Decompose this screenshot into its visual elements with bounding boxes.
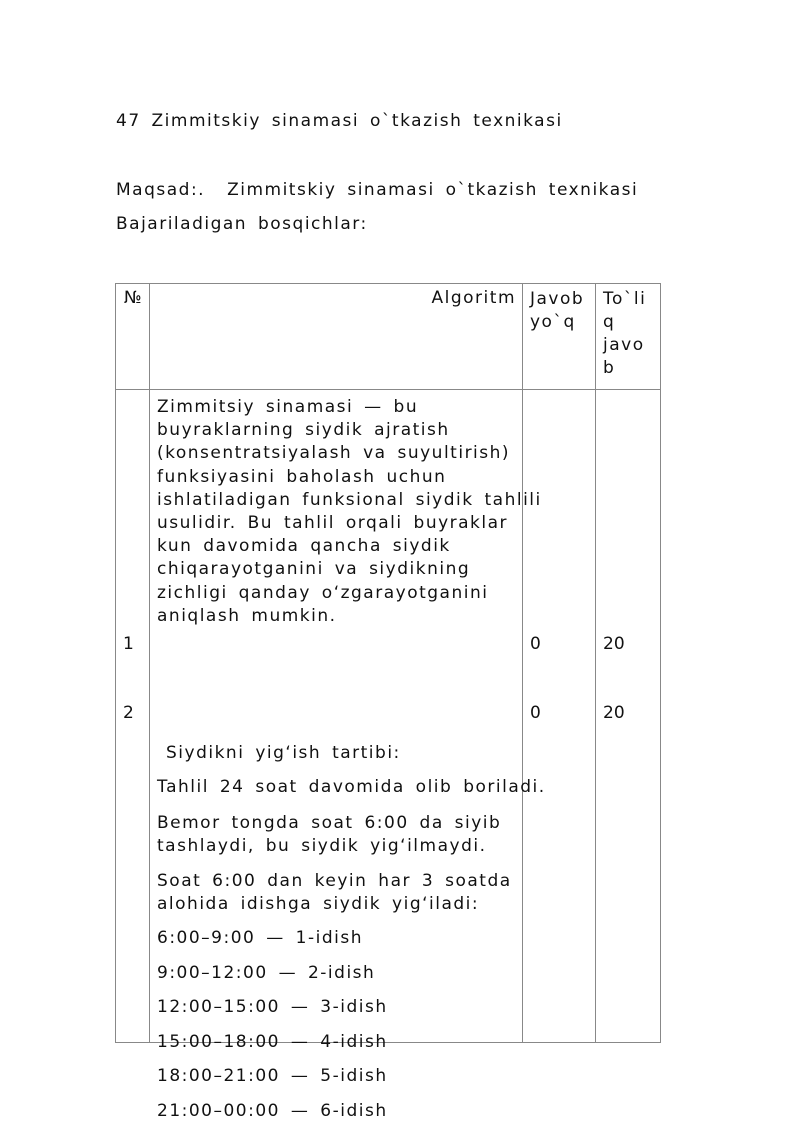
algorithm-cell bbox=[150, 390, 546, 1121]
header-full-answer-line: To`li bbox=[603, 289, 647, 309]
intro-line: zichligi qanday o‘zgarayotganini bbox=[157, 582, 489, 603]
full-answer-1: 20 bbox=[603, 634, 625, 654]
header-no: № bbox=[124, 288, 142, 308]
morning-line: tashlaydi, bu siydik yig‘ilmaydi. bbox=[157, 836, 487, 856]
goal-text: Zimmitskiy sinamasi o`tkazish texnikasi bbox=[227, 180, 639, 200]
header-full-answer-line: javo bbox=[603, 335, 645, 355]
full-answer-cell bbox=[596, 390, 661, 1043]
schedule-item-6: 21:00–00:00 — 6-idish bbox=[157, 1101, 388, 1121]
header-full-answer-cell bbox=[596, 284, 661, 390]
intro-line: (konsentratsiyalash va suyultirish) bbox=[157, 443, 511, 464]
answer-no-2: 0 bbox=[530, 703, 541, 723]
header-full-answer bbox=[603, 288, 646, 380]
answer-no-1: 0 bbox=[530, 634, 541, 654]
algorithm-table bbox=[115, 283, 661, 1121]
answer-no-cell bbox=[523, 390, 596, 1043]
header-answer-no-line: yo`q bbox=[530, 312, 576, 332]
goal-label: Maqsad:. bbox=[116, 180, 206, 200]
intro-line: aniqlash mumkin. bbox=[157, 605, 337, 626]
schedule-intro bbox=[157, 870, 512, 916]
table-header-row bbox=[116, 284, 661, 390]
schedule-item-3: 12:00–15:00 — 3-idish bbox=[157, 997, 388, 1017]
duration-text: Tahlil 24 soat davomida olib boriladi. bbox=[157, 777, 546, 797]
schedule-intro-line: Soat 6:00 dan keyin har 3 soatda bbox=[157, 871, 512, 891]
morning-line: Bemor tongda soat 6:00 da siyib bbox=[157, 813, 502, 833]
row-number-1: 1 bbox=[123, 634, 134, 654]
header-no-cell bbox=[116, 284, 150, 390]
schedule-item-4: 15:00–18:00 — 4-idish bbox=[157, 1032, 388, 1052]
table-body-row bbox=[116, 390, 661, 1043]
header-answer-no bbox=[530, 288, 584, 334]
schedule-item-5: 18:00–21:00 — 5-idish bbox=[157, 1066, 388, 1086]
intro-line: chiqarayotganini va siydikning bbox=[157, 559, 471, 580]
row-number-2: 2 bbox=[123, 703, 134, 723]
schedule-item-1: 6:00–9:00 — 1-idish bbox=[157, 928, 363, 948]
steps-label: Bajariladigan bosqichlar: bbox=[116, 214, 368, 234]
intro-line: buyraklarning siydik ajratish bbox=[157, 420, 450, 441]
goal-line bbox=[116, 180, 638, 200]
intro-line: Zimmitsiy sinamasi — bu bbox=[157, 397, 419, 417]
header-algorithm-cell bbox=[150, 284, 523, 390]
intro-line: kun davomida qancha siydik bbox=[157, 536, 451, 557]
number-cell bbox=[116, 390, 150, 1043]
header-algorithm: Algoritm bbox=[431, 288, 516, 308]
header-full-answer-line: b bbox=[603, 358, 616, 378]
header-answer-no-line: Javob bbox=[530, 289, 585, 309]
intro-line: funksiyasini baholash uchun bbox=[157, 466, 447, 487]
schedule-intro-line: alohida idishga siydik yig‘iladi: bbox=[157, 894, 480, 914]
collection-order-text: Siydikni yig‘ish tartibi: bbox=[166, 743, 401, 763]
morning-text bbox=[157, 812, 501, 858]
header-answer-no-cell bbox=[523, 284, 596, 390]
header-full-answer-line: q bbox=[603, 312, 616, 332]
intro-line: usulidir. Bu tahlil orqali buyraklar bbox=[157, 513, 509, 534]
full-answer-2: 20 bbox=[603, 703, 625, 723]
intro-line: ishlatiladigan funksional siydik tahlili bbox=[157, 489, 542, 510]
page-title: 47 Zimmitskiy sinamasi o`tkazish texnikasi bbox=[116, 111, 563, 131]
schedule-item-2: 9:00–12:00 — 2-idish bbox=[157, 963, 376, 983]
